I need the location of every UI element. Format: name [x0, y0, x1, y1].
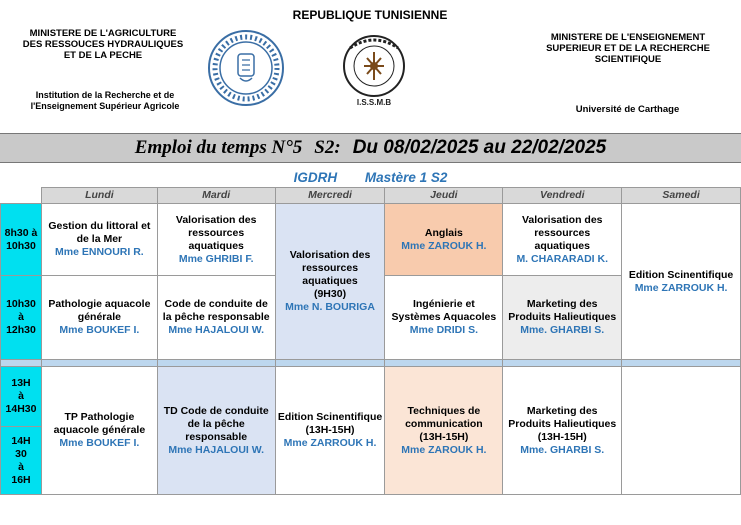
teacher-name: Mme ENNOURI R. — [55, 246, 144, 258]
teacher-name: Mme ZAROUK H. — [401, 239, 487, 252]
lunch-separator — [1, 360, 741, 367]
title-part3: Du 08/02/2025 au 22/02/2025 — [352, 137, 607, 158]
time-text: 14H30 — [5, 403, 37, 415]
time-text: à — [18, 460, 24, 473]
cell-friday-1 — [503, 204, 622, 276]
time-text: à — [18, 390, 24, 402]
cell-wednesday-1-2 — [275, 204, 385, 360]
course-name: Gestion du littoral et de la Mer — [48, 220, 151, 245]
left-ministry-line: ET DE LA PECHE — [63, 50, 143, 61]
cell-friday-3 — [503, 367, 622, 495]
time-slot-2 — [1, 276, 42, 360]
cell-monday-2 — [41, 276, 157, 360]
cell-thursday-2 — [385, 276, 503, 360]
course-name: Techniques de communication — [405, 404, 483, 430]
issmb-logo — [330, 28, 418, 108]
ministry-seal-logo — [206, 28, 286, 108]
cell-tuesday-3 — [157, 367, 275, 495]
time-slot-4 — [1, 427, 42, 495]
cell-friday-2 — [503, 276, 622, 360]
time-slot-1 — [1, 204, 42, 276]
time-text: à — [18, 311, 24, 323]
separator-cell — [41, 360, 157, 367]
course-name: Marketing des Produits Halieutiques — [508, 298, 617, 323]
left-institution-line: Institution de la Recherche et de — [35, 90, 175, 100]
time-text: 10h30 — [6, 239, 36, 252]
program-name: IGDRH — [293, 170, 338, 185]
day-wednesday: Mercredi — [275, 188, 385, 204]
corner-cell — [1, 188, 42, 204]
teacher-name: Mme HAJALOUI W. — [168, 443, 265, 456]
course-time: (9H30) — [313, 288, 347, 300]
time-text: 13H — [11, 377, 31, 389]
cell-tuesday-2 — [157, 276, 275, 360]
day-thursday: Jeudi — [385, 188, 503, 204]
separator-cell — [1, 360, 42, 367]
time-text: 12h30 — [6, 324, 36, 336]
time-text: à — [31, 226, 38, 239]
course-name: Code de conduite de la pêche responsable — [162, 298, 270, 323]
time-text: 14H — [11, 434, 31, 447]
republic-title: REPUBLIQUE TUNISIENNE — [292, 8, 448, 22]
schedule-title — [0, 133, 741, 163]
course-name: Valorisation des ressources aquatiques — [289, 249, 371, 287]
right-ministry-line: MINISTERE DE L'ENSEIGNEMENT — [550, 32, 706, 43]
right-ministry — [528, 32, 728, 65]
schedule-table — [0, 187, 741, 495]
right-ministry-line: SCIENTIFIQUE — [594, 54, 662, 65]
slot-row-3 — [1, 367, 741, 427]
separator-cell — [622, 360, 741, 367]
teacher-name: Mme DRIDI S. — [409, 324, 479, 336]
left-ministry — [8, 28, 198, 61]
title-part2: S2: — [314, 137, 341, 158]
separator-cell — [385, 360, 503, 367]
separator-cell — [503, 360, 622, 367]
course-name: Edition Scinentifique — [628, 268, 734, 281]
teacher-name: Mme. GHARBI S. — [520, 443, 605, 456]
program-subtitle — [0, 170, 741, 185]
course-name: TD Code de conduite de la pêche responsable — [163, 404, 269, 443]
day-saturday: Samedi — [622, 188, 741, 204]
cell-monday-3 — [41, 367, 157, 495]
right-ministry-line: SUPERIEUR ET DE LA RECHERCHE — [546, 43, 710, 54]
course-time: (13H-15H) — [419, 430, 469, 443]
cell-saturday-1-2 — [622, 204, 741, 360]
left-institution-line: l'Enseignement Supérieur Agricole — [30, 101, 180, 111]
cell-tuesday-1 — [157, 204, 275, 276]
teacher-name: Mme HAJALOUI W. — [168, 324, 265, 336]
course-name: Ingénierie et Systèmes Aquacoles — [391, 298, 497, 323]
course-name: Edition Scinentifique — [277, 411, 383, 423]
teacher-name: Mme. GHARBI S. — [520, 324, 605, 336]
issmb-logo-text: I.S.S.M.B — [356, 98, 392, 107]
teacher-name: Mme N. BOURIGA — [285, 301, 375, 313]
day-header-row — [1, 188, 741, 204]
cell-monday-1 — [41, 204, 157, 276]
cell-thursday-1 — [385, 204, 503, 276]
time-text: 16H — [11, 473, 31, 486]
time-text: 10h30 — [6, 298, 36, 310]
teacher-name: Mme GHRIBI F. — [178, 252, 254, 265]
cell-wednesday-3 — [275, 367, 385, 495]
right-university: Université de Carthage — [575, 104, 680, 115]
teacher-name: Mme BOUKEF I. — [59, 324, 140, 336]
course-name: Pathologie aquacole générale — [48, 298, 151, 323]
day-monday: Lundi — [41, 188, 157, 204]
slot-row-1 — [1, 204, 741, 276]
time-text: 8h30 — [4, 226, 29, 239]
day-tuesday: Mardi — [157, 188, 275, 204]
course-name: Valorisation des ressources aquatiques — [175, 213, 257, 252]
teacher-name: M. CHARARADI K. — [516, 252, 609, 265]
separator-cell — [157, 360, 275, 367]
time-slot-3 — [1, 367, 42, 427]
teacher-name: Mme ZARROUK H. — [283, 437, 377, 449]
day-friday: Vendredi — [503, 188, 622, 204]
cell-thursday-3 — [385, 367, 503, 495]
left-institution — [10, 90, 200, 112]
program-level: Mastère 1 S2 — [364, 170, 448, 185]
time-text: 30 — [15, 447, 27, 460]
course-time: (13H-15H) — [537, 430, 587, 443]
cell-saturday-3 — [622, 367, 741, 495]
teacher-name: Mme ZARROUK H. — [634, 281, 728, 294]
teacher-name: Mme ZAROUK H. — [401, 443, 487, 456]
teacher-name: Mme BOUKEF I. — [59, 437, 140, 449]
course-time: (13H-15H) — [305, 424, 355, 436]
left-ministry-line: DES RESSOUCES HYDRAULIQUES — [22, 39, 184, 50]
course-name: Marketing des Produits Halieutiques — [508, 404, 617, 430]
course-name: Valorisation des ressources aquatiques — [521, 213, 603, 252]
title-part1: Emploi du temps N°5 — [134, 137, 303, 158]
course-name: Anglais — [424, 226, 463, 239]
left-ministry-line: MINISTERE DE L'AGRICULTURE — [29, 28, 177, 39]
course-name: TP Pathologie aquacole générale — [53, 411, 146, 436]
separator-cell — [275, 360, 385, 367]
